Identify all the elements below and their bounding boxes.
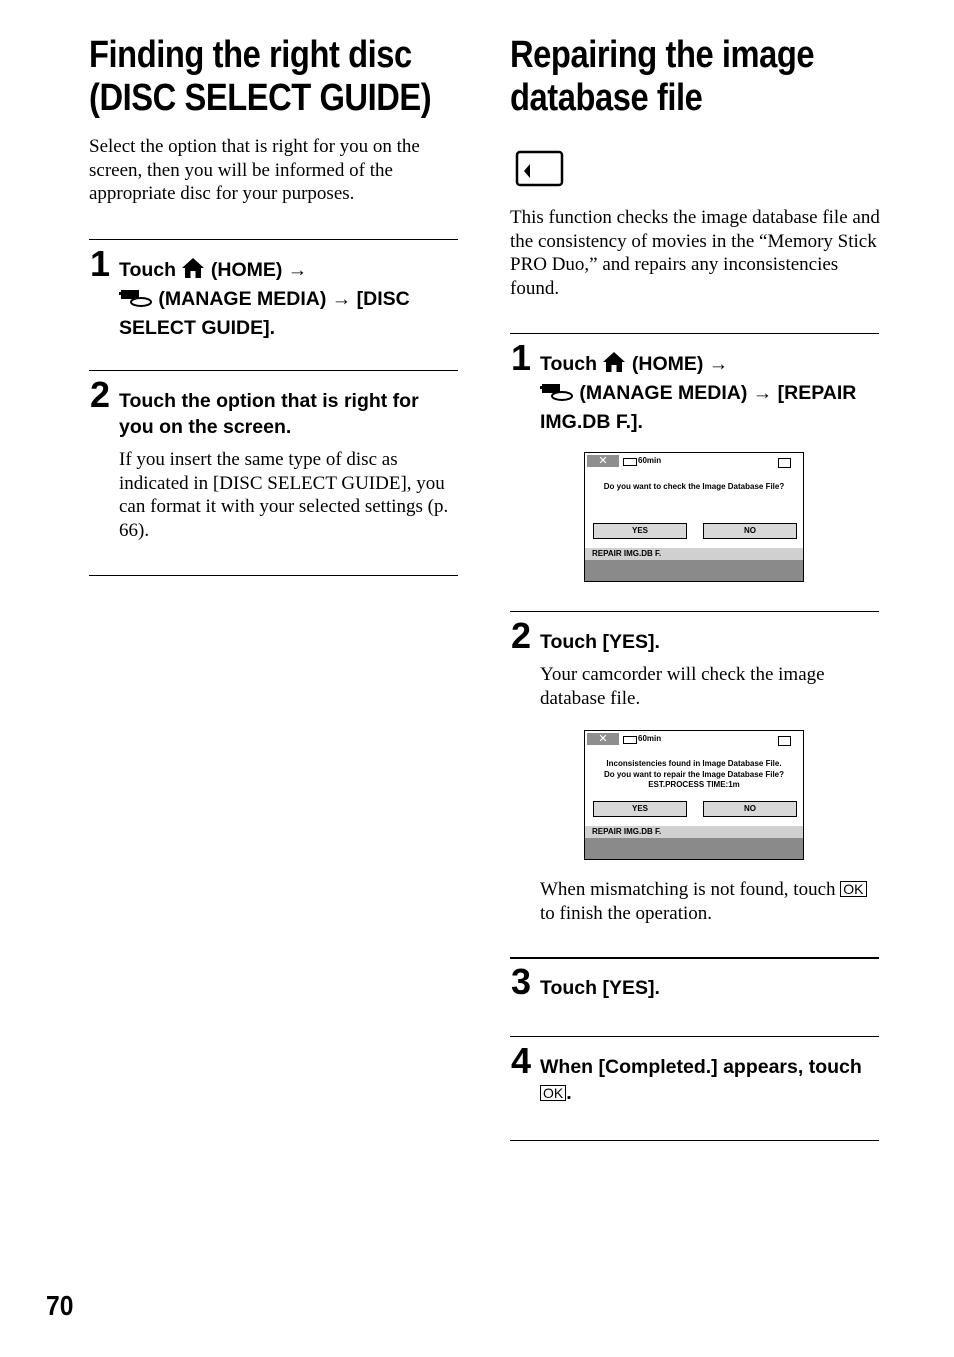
- step-4-number: 4: [511, 1040, 532, 1081]
- close-icon[interactable]: ✕: [587, 733, 619, 745]
- memory-stick-icon: [515, 150, 565, 193]
- step-2-instruction: Touch the option that is right for you on the screen.: [119, 390, 419, 438]
- mismatch-note: When mismatching is not found, touch OK to finish the operation.: [540, 878, 880, 925]
- screen-status-label: REPAIR IMG.DB F.: [585, 826, 803, 838]
- home-icon: [602, 351, 626, 380]
- ok-button-ref: OK: [540, 1085, 566, 1101]
- step-4-instruction: When [Completed.] appears, touch OK .: [540, 1056, 862, 1104]
- screen-bottom-bar: [585, 560, 803, 581]
- manage-media-icon: [119, 288, 153, 315]
- step-1-number: 1: [90, 243, 111, 284]
- step-2-number: 2: [90, 374, 111, 415]
- battery-icon: [623, 736, 637, 744]
- page-title-disc-select-guide: Finding the right disc (DISC SELECT GUIDE): [89, 34, 432, 119]
- screen-bottom-bar: [585, 838, 803, 859]
- step-1-number: 1: [511, 337, 532, 378]
- page-number: 70: [46, 1290, 74, 1321]
- no-button[interactable]: NO: [703, 523, 797, 539]
- no-button[interactable]: NO: [703, 801, 797, 817]
- step-3-instruction: Touch [YES].: [540, 977, 660, 999]
- step-2-body: Your camcorder will check the image database file.: [540, 664, 825, 709]
- divider: [510, 1036, 879, 1037]
- manage-media-icon: [540, 382, 574, 409]
- remaining-time: 60min: [638, 456, 662, 465]
- camcorder-screen-repair: [584, 730, 804, 860]
- page-title-repair-database: Repairing the image database file: [510, 34, 815, 119]
- repair-intro: This function checks the image database file and the consistency of movies in the “Memory Stick PRO Duo,” and repairs any inconsistencies found.: [510, 207, 880, 299]
- memory-card-icon: [778, 458, 791, 468]
- divider: [89, 370, 458, 371]
- divider: [89, 575, 458, 576]
- screen-message-line-1: Inconsistencies found in Image Database File.: [606, 759, 782, 768]
- step-2-number: 2: [511, 615, 532, 656]
- divider: [510, 611, 879, 612]
- step-2-body: If you insert the same type of disc as indicated in [DISC SELECT GUIDE], you can format it with your selected settings (p. 66).: [119, 449, 449, 541]
- screen-status-label: REPAIR IMG.DB F.: [585, 548, 803, 560]
- screen-message-line-2: Do you want to repair the Image Database File?: [603, 769, 785, 779]
- step-2-instruction: Touch [YES].: [540, 631, 660, 653]
- home-icon: [181, 257, 205, 286]
- step-3-number: 3: [511, 961, 532, 1002]
- screen-message-line-3: EST.PROCESS TIME:1m: [648, 780, 740, 789]
- close-icon[interactable]: ✕: [587, 455, 619, 467]
- camcorder-screen-check: [584, 452, 804, 582]
- yes-button[interactable]: YES: [593, 523, 687, 539]
- divider: [510, 333, 879, 334]
- disc-guide-intro: Select the option that is right for you on the screen, then you will be informed of the appropriate disc for your purposes.: [89, 136, 420, 204]
- yes-button[interactable]: YES: [593, 801, 687, 817]
- step-1-instruction: Touch (HOME) → (MANAGE MEDIA) → [REPAIR IMG.DB F.].: [540, 353, 857, 433]
- step-1-instruction: Touch (HOME) → (MANAGE MEDIA) → [DISC SELECT GUIDE].: [119, 259, 410, 339]
- remaining-time: 60min: [638, 734, 662, 743]
- divider: [89, 239, 458, 240]
- ok-button-ref: OK: [840, 881, 866, 897]
- screen-message: Do you want to check the Image Database File?: [603, 482, 785, 491]
- divider: [510, 1140, 879, 1141]
- battery-icon: [623, 458, 637, 466]
- divider: [510, 957, 879, 959]
- memory-card-icon: [778, 736, 791, 746]
